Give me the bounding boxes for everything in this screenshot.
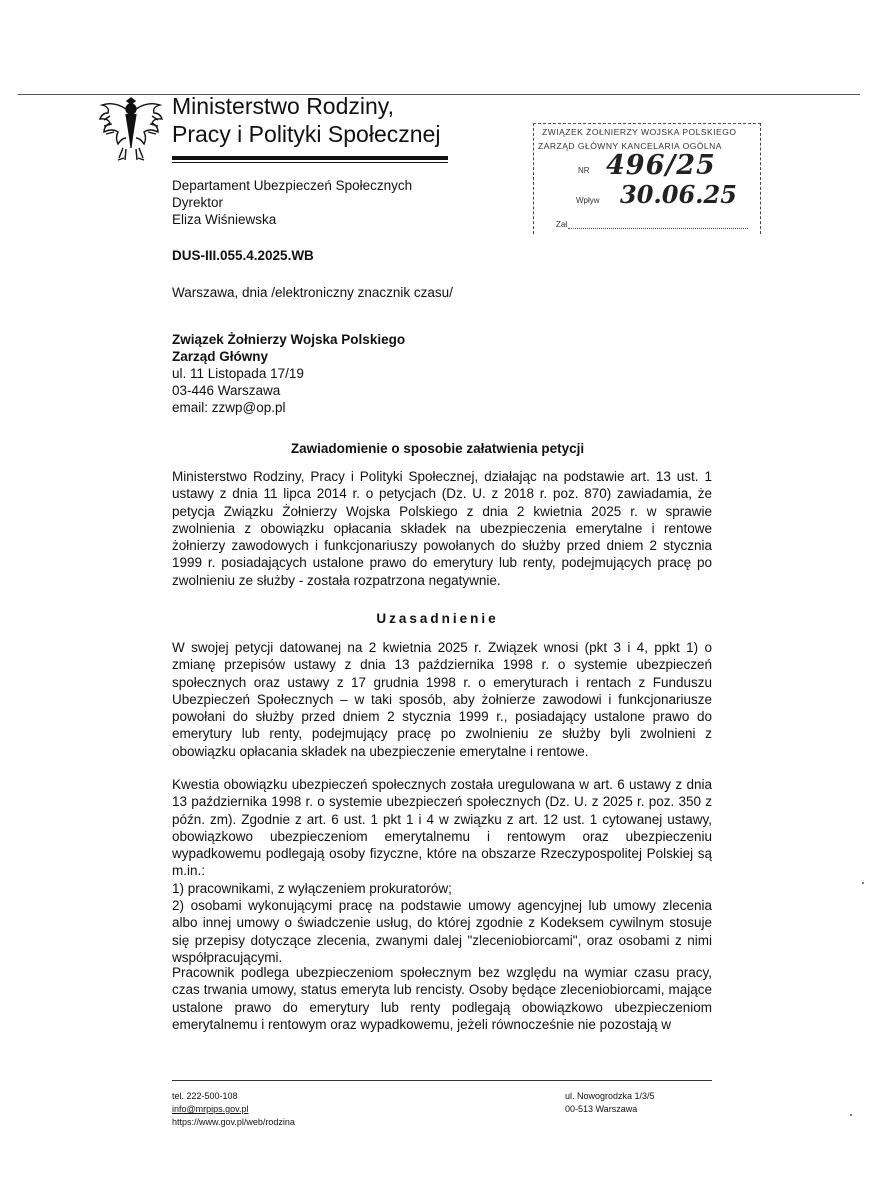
sender-block [172,177,412,228]
paragraph-notification: Ministerstwo Rodziny, Pracy i Polityki Społecznej, działając na podstawie art. 13 ust. 1 ustawy z dnia 11 lipca 2014 r. o petycjach (Dz. U. z 2018 r. poz. 870) zawiadamia, że petycja Związku Żołnierzy Wojska Polskiego z dnia 2 kwietnia 2025 r. w sprawie zwolnienia z obowiązku opłacania składek na ubezpieczenia emerytalne i rentowe żołnierzy zawodowych i funkcjonariuszy powołanych do służby przed dniem 2 stycznia 1999 r. posiadających ustalone prawo do emerytury lub renty, podejmujących pracę po zwolnieniu ze służby - została rozpatrzona negatywnie. [172,469,712,588]
ministry-name [172,92,440,148]
ministry-name-line2: Pracy i Polityki Społecznej [172,121,441,147]
list-item-contractors: 2) osobami wykonującymi pracę na podstawie umowy agencyjnej lub umowy zlecenia albo innej umowy o świadczenie usług, do której zgodnie z Kodeksem cywilnym stosuje się przepisy dotyczące zlecenia, zwanymi dalej "zleceniobiorcami", oraz osobami z nimi współpracującymi. [172,898,712,965]
stamp-received-label: Wpływ [576,196,600,205]
letter-subject: Zawiadomienie o sposobie załatwienia petycji [290,441,585,456]
footer-contact [172,1090,295,1129]
footer-street: ul. Nowogrodzka 1/3/5 [565,1091,655,1101]
sender-name: Eliza Wiśniewska [172,212,277,227]
stamp-zal-label: Zał [556,220,568,229]
footer-email-link[interactable]: info@mrpips.gov.pl [172,1104,249,1114]
addressee-org: Związek Żołnierzy Wojska Polskiego [172,332,406,347]
date-line: Warszawa, dnia /elektroniczny znacznik czasu/ [172,285,453,300]
addressee-street: ul. 11 Listopada 17/19 [172,366,304,381]
footer-phone: tel. 222-500-108 [172,1091,238,1101]
justification-heading: Uzasadnienie [376,611,499,626]
scan-speck [850,1114,852,1116]
scan-speck [862,882,864,884]
footer-address [565,1090,655,1116]
eagle-emblem-icon [96,92,166,164]
document-reference: DUS-III.055.4.2025.WB [172,248,314,263]
footer-city: 00-513 Warszawa [565,1104,638,1114]
stamp-line2: ZARZĄD GŁÓWNY KANCELARIA OGÓLNA [538,141,722,151]
stamp-nr-value: 496/25 [606,150,716,181]
paragraph-petition-summary: W swojej petycji datowanej na 2 kwietnia 2025 r. Związek wnosi (pkt 3 i 4, ppkt 1) o zmianę przepisów ustawy z dnia 13 października 1998 r. o systemie ubezpieczeń społecznych oraz ustawy z 17 grudnia 1998 r. o emeryturach i rentach z Funduszu Ubezpieczeń Społecznych – w taki sposób, aby żołnierze zawodowi i funkcjonariusze powołani do służby przed dniem 2 stycznia 1999 r., posiadający ustalone prawo do emerytury lub renty, podejmujący pracę po zwolnieniu ze służby byli zwolnieni z obowiązku opłacania składek na ubezpieczenie emerytalne i rentowe. [172,640,712,759]
header-rule-thin [172,162,448,163]
ministry-name-line1: Ministerstwo Rodziny, [172,93,394,119]
paragraph-insurance-rules: Pracownik podlega ubezpieczeniom społecznym bez względu na wymiar czasu pracy, czas trwania umowy, status emeryta lub rencisty. Osoby będące zleceniobiorcami, mające ustalone prawo do emerytury lub renty podlegają obowiązkowo ubezpieczeniom emerytalnemu i rentowym oraz wypadkowemu, jeżeli równocześnie nie pozostają w [172,965,712,1032]
addressee-unit: Zarząd Główny [172,349,269,364]
footer-rule [172,1080,712,1081]
stamp-zal-line [568,228,748,229]
header-rule-thick [172,156,448,160]
stamp-line1: ZWIĄZEK ŻOŁNIERZY WOJSKA POLSKIEGO [542,127,737,137]
legal-basis-text: Kwestia obowiązku ubezpieczeń społecznych została uregulowana w art. 6 ustawy z dnia 13 października 1998 r. o systemie ubezpieczeń społecznych (Dz. U. z 2025 r. poz. 350 z późn. zm). Zgodnie z art. 6 ust. 1 pkt 1 i 4 w związku z art. 12 ust. 1 cytowanej ustawy, obowiązkowo ubezpieczeniom emerytalnemu i rentowym oraz ubezpieczeniu wypadkowemu podlegają osoby fizyczne, które na obszarze Rzeczypospolitej Polskiej są m.in.: [172,777,712,879]
paragraph-legal-basis [172,776,712,966]
stamp-received-value: 30.06.25 [620,180,737,209]
addressee-block [172,331,405,416]
list-item-employees: 1) pracownikami, z wyłączeniem prokuratorów; [172,880,452,896]
stamp-nr-label: NR [578,166,590,175]
addressee-email: email: zzwp@op.pl [172,400,286,415]
footer-web-link[interactable]: https://www.gov.pl/web/rodzina [172,1117,295,1127]
addressee-city: 03-446 Warszawa [172,383,281,398]
sender-role: Dyrektor [172,195,224,210]
department-name: Departament Ubezpieczeń Społecznych [172,178,413,193]
registry-stamp [533,123,761,234]
